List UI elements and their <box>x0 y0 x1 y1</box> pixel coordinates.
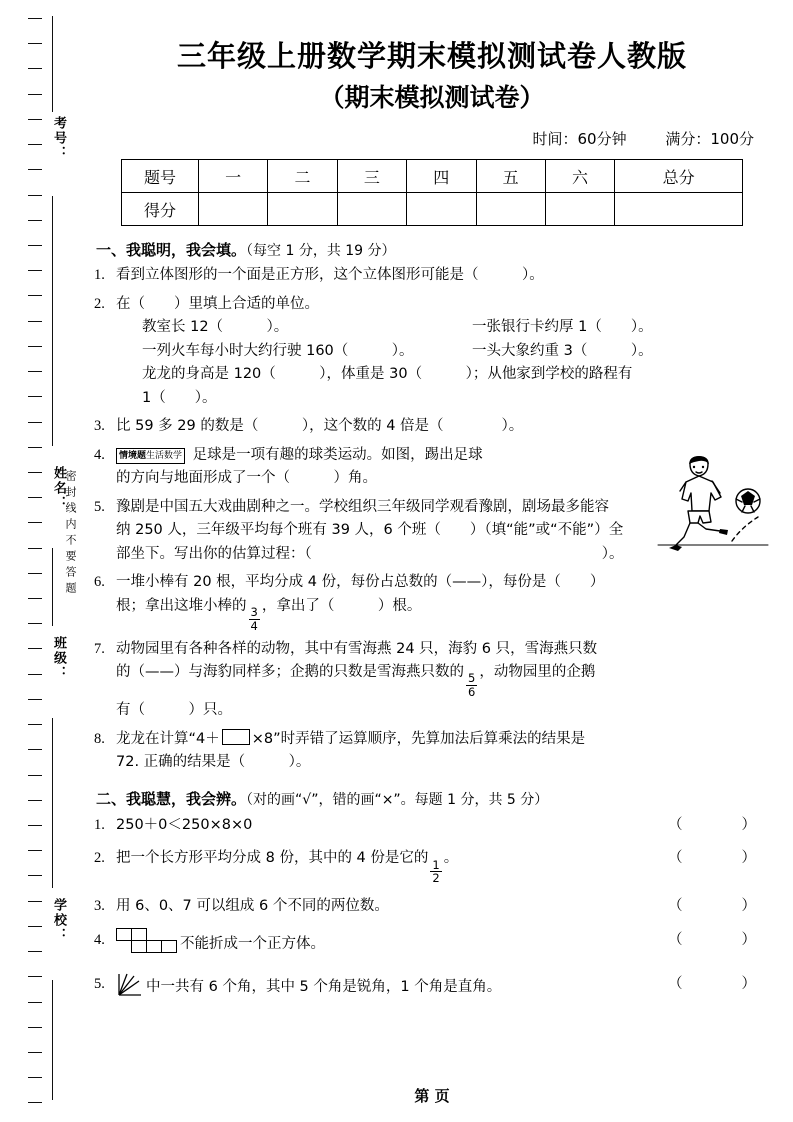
score-table-value-row <box>122 193 743 226</box>
left-margin-strip <box>0 0 86 1122</box>
answer-bracket[interactable]: （ ） <box>668 898 766 915</box>
section-2-title: 二、我聪慧，我会辨。 <box>96 789 247 808</box>
score-cell-3[interactable] <box>337 193 406 226</box>
question-text-line-1: 豫剧是中国五大戏曲剧种之一。学校组织三年级同学观看豫剧，剧场最多能容 <box>116 498 609 515</box>
score-table-col-total: 总分 <box>615 160 743 193</box>
answer-bracket[interactable]: （ ） <box>668 975 766 992</box>
section-1-note: （每空 1 分，共 19 分） <box>246 243 396 260</box>
paper-content <box>92 0 772 1122</box>
score-cell-4[interactable] <box>407 193 476 226</box>
question-2-2 <box>92 846 772 885</box>
question-text: 用 6、0、7 可以组成 6 个不同的两位数。 <box>116 898 389 915</box>
question-text-part-b: 。 <box>443 850 459 867</box>
score-cell-6[interactable] <box>545 193 614 226</box>
section-1-heading <box>96 239 772 260</box>
question-1-6 <box>92 571 772 633</box>
question-number: 1. <box>94 816 105 833</box>
question-number: 6. <box>94 574 105 591</box>
field-label-class: 班级： <box>51 636 66 681</box>
soccer-player-illustration <box>642 455 770 551</box>
score-table-col-6: 六 <box>545 160 614 193</box>
question-text-part-a: 把一个长方形平均分成 8 份，其中的 4 份是它的 <box>116 850 429 867</box>
unit-item-train-speed: 一列火车每小时大约行驶 160（ ）。 <box>142 342 414 359</box>
question-number: 7. <box>94 640 105 657</box>
question-number: 3. <box>94 418 105 435</box>
score-table-row-label-score: 得分 <box>122 193 199 226</box>
question-number: 4. <box>94 446 105 463</box>
question-number: 3. <box>94 898 105 915</box>
field-label-school: 学校： <box>51 898 66 943</box>
question-number: 8. <box>94 730 105 747</box>
question-text: 250＋0＜250×8×0 <box>116 816 253 833</box>
score-table-col-4: 四 <box>407 160 476 193</box>
question-text-line-2-part-a: 根；拿出这堆小棒的 <box>116 597 247 614</box>
section-2-note: （对的画“√”，错的画“×”。每题 1 分，共 5 分） <box>246 791 549 808</box>
fraction-three-quarters: $\frac{3}{4}$ <box>250 604 258 633</box>
angle-rays-icon <box>116 972 144 1007</box>
exam-time: 时间：60分钟 <box>532 130 627 149</box>
exam-total-score: 满分：100分 <box>665 130 754 149</box>
question-text: 比 59 多 29 的数是（ ），这个数的 4 倍是（ ）。 <box>116 418 524 435</box>
page-subtitle: （期末模拟测试卷） <box>319 83 545 113</box>
section-2-heading <box>96 788 772 809</box>
question-number: 2. <box>94 850 105 867</box>
score-table-col-1: 一 <box>199 160 268 193</box>
question-number: 1. <box>94 267 105 284</box>
question-text-line-2: 72. 正确的结果是（ ）。 <box>116 754 311 771</box>
score-cell-5[interactable] <box>476 193 545 226</box>
question-tag-bottom: 生活数学 <box>146 450 183 461</box>
question-tag-badge <box>116 448 185 465</box>
question-1-2-sublines <box>142 316 772 410</box>
question-1-8 <box>92 728 772 775</box>
question-text-line-1: 一堆小棒有 20 根，平均分成 4 份，每份占总数的（——），每份是（ ） <box>116 574 605 591</box>
score-cell-1[interactable] <box>199 193 268 226</box>
question-2-5 <box>92 972 772 1007</box>
question-text-line-2 <box>116 595 772 633</box>
answer-bracket[interactable]: （ ） <box>668 931 766 948</box>
unit-item-classroom-length: 教室长 12（ ）。 <box>142 319 289 336</box>
score-cell-2[interactable] <box>268 193 337 226</box>
question-text-line-3: 部坐下。写出你的估算过程：（ ）。 <box>116 545 624 562</box>
question-text-line-1: 足球是一项有趣的球类运动。如图，踢出足球 <box>192 446 483 463</box>
question-text-line-2 <box>116 661 772 699</box>
question-1-3 <box>92 415 772 438</box>
question-1-7 <box>92 638 772 723</box>
question-2-3 <box>92 894 772 919</box>
fraction-one-half: $\frac{1}{2}$ <box>432 857 440 886</box>
question-text-line-3: 有（ ）只。 <box>116 702 232 719</box>
field-label-name: 姓名： <box>51 466 66 511</box>
question-text: 不能折成一个正方体。 <box>180 935 325 952</box>
fraction-five-sixths: $\frac{5}{6}$ <box>468 671 476 700</box>
question-number: 5. <box>94 975 105 992</box>
question-text-line-2-part-a: 的（——）与海豹同样多；企鹅的只数是雪海燕只数的 <box>116 664 464 681</box>
question-1-1 <box>92 264 772 287</box>
question-text-line-1: 动物园里有各种各样的动物，其中有雪海燕 24 只，海豹 6 只，雪海燕只数 <box>116 640 598 657</box>
score-cell-total[interactable] <box>615 193 743 226</box>
score-table-col-2: 二 <box>268 160 337 193</box>
score-table <box>121 159 743 226</box>
cube-net-icon <box>116 928 178 963</box>
question-1-2 <box>92 293 772 410</box>
tick-marks <box>28 18 42 1104</box>
question-text-line-1-part-a: 龙龙在计算“4＋ <box>116 730 220 747</box>
question-1-2-line-1 <box>142 316 772 339</box>
question-text: 在（ ）里填上合适的单位。 <box>116 295 319 312</box>
unit-item-bank-card: 一张银行卡约厚 1（ ）。 <box>472 319 653 336</box>
question-number: 5. <box>94 498 105 515</box>
question-text: 看到立体图形的一个面是正方形，这个立体图形可能是（ ）。 <box>116 267 544 284</box>
question-text-line-2-part-b: ，拿出了（ ）根。 <box>261 597 422 614</box>
question-1-2-line-4: 1（ ）。 <box>142 389 217 406</box>
question-2-1 <box>92 813 772 838</box>
section-2-question-list <box>92 813 772 1007</box>
field-label-exam-number: 考号： <box>51 116 66 161</box>
question-text-line-2-part-b: ，动物园里的企鹅 <box>479 664 596 681</box>
question-number: 2. <box>94 295 105 312</box>
unit-item-elephant-weight: 一头大象约重 3（ ）。 <box>472 342 653 359</box>
question-2-4 <box>92 928 772 963</box>
question-text: 中一共有 6 个角，其中 5 个角是锐角，1 个角是直角。 <box>146 978 502 995</box>
question-text-line-2: 的方向与地面形成了一个（ ）角。 <box>116 470 377 487</box>
score-table-col-5: 五 <box>476 160 545 193</box>
score-table-col-3: 三 <box>337 160 406 193</box>
question-1-2-line-2 <box>142 340 772 363</box>
question-text-line-1-part-b: ×8”时弄错了运算顺序，先算加法后算乘法的结果是 <box>251 730 586 747</box>
seal-line-text: 密封线内不要答题 <box>64 470 77 598</box>
exam-meta <box>92 128 772 149</box>
page-footer: 第 页 <box>414 1087 450 1105</box>
answer-bracket[interactable]: （ ） <box>668 850 766 867</box>
score-table-header-row <box>122 160 743 193</box>
empty-box-blank <box>222 729 250 745</box>
score-table-row-label-number: 题号 <box>122 160 199 193</box>
answer-bracket[interactable]: （ ） <box>668 816 766 833</box>
section-1-title: 一、我聪明，我会填。 <box>96 241 247 260</box>
question-number: 4. <box>94 931 105 948</box>
question-tag-top: 情境题 <box>119 450 147 461</box>
question-1-2-line-3: 龙龙的身高是 120（ ），体重是 30（ ）；从他家到学校的路程有 <box>142 366 633 383</box>
question-text-line-2: 纳 250 人，三年级平均每个班有 39 人，6 个班（ ）（填“能”或“不能”）全 <box>116 522 624 539</box>
page-title: 三年级上册数学期末模拟测试卷人教版 <box>176 39 687 73</box>
